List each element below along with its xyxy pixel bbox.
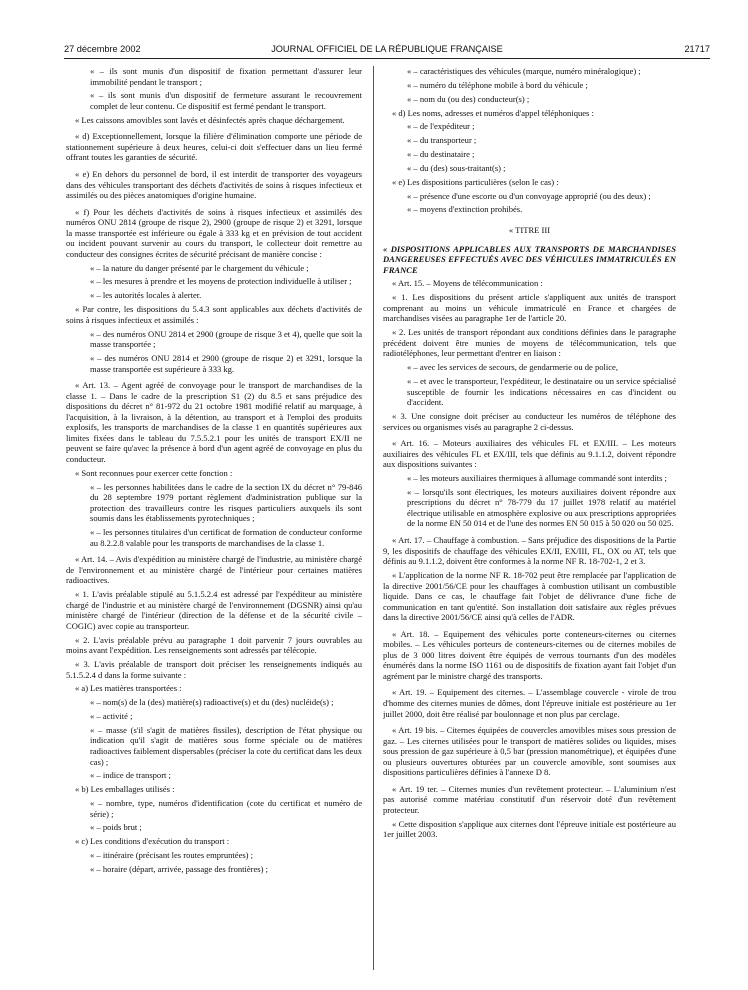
paragraph: « – présence d'une escorte ou d'un convoyage approprié (ou des deux) ; xyxy=(407,190,651,201)
paragraph: « – les personnes titulaires d'un certificat de formation de conducteur conforme au 8.2.2.8 valable pour les transports de marchandises de la classe 1. xyxy=(90,527,362,548)
paragraph: « – les autorités locales à alerter. xyxy=(90,290,202,301)
paragraph: « – lorsqu'ils sont électriques, les moteurs auxiliaires doivent répondre aux prescriptions du décret n° 78-779 du 17 juillet 1978 relatif au matériel électrique utilisable en atmosphère explosive ou aux prescriptions appropriées de la norme EN 50 014 et de l'une des normes EN 50 015 à 50 020 ou 50 025. xyxy=(407,486,676,529)
section-heading: « DISPOSITIONS APPLICABLES AUX TRANSPORTS DE MARCHANDISES DANGEREUSES EFFECTUÉS AVEC DES VÉHICULES IMMATRICULÉS EN FRANCE xyxy=(383,243,676,275)
paragraph: « – masse (s'il s'agit de matières fissiles), description de l'état physique ou indication qu'il s'agit de matières sous forme spéciale ou de matières radioactives faiblement dispersables (préciser la cote du certificat dans les deux cas) ; xyxy=(90,724,362,767)
paragraph: « – numéro du téléphone mobile à bord du véhicule ; xyxy=(407,79,588,90)
paragraph: « – poids brut ; xyxy=(90,822,142,833)
paragraph: « – caractéristiques des véhicules (marque, numéro minéralogique) ; xyxy=(407,66,641,76)
header-page-number: 21717 xyxy=(684,44,710,54)
paragraph: « – avec les services de secours, de gendarmerie ou de police, xyxy=(407,362,618,373)
paragraph: « – nom(s) de la (des) matière(s) radioactive(s) et du (des) nucléide(s) ; xyxy=(90,697,334,708)
paragraph: « e) Les dispositions particulières (selon le cas) : xyxy=(392,176,559,187)
paragraph: « Sont reconnues pour exercer cette fonction : xyxy=(75,467,233,478)
column-divider xyxy=(373,66,374,970)
paragraph: « f) Pour les déchets d'activités de soins à risques infectieux et assimilés des numéros ONU 2814 (groupe de risque 2), 2900 (groupe de risque 2) et 3291, lorsque la masse transportée est inférieure ou égale à 333 kg et en prévision de tout accident ou incident pouvant survenir au cours du transport, le collecteur doit remettre au conducteur des consignes écrites de sécurité précisant de manière concise : xyxy=(66,206,362,259)
article-16: « Art. 16. – Moteurs auxiliaires des véhicules FL et EX/III. – Les moteurs auxiliaires des véhicules FL et EX/III, tels que définis au 9.1.1.2, doivent répondre aux dispositions suivantes : xyxy=(383,438,676,470)
page-header xyxy=(64,42,710,58)
paragraph: « 1. L'avis préalable stipulé au 5.1.5.2.4 est adressé par l'expéditeur au ministère chargé de l'industrie et au ministère chargé de l'environnement (DGSNR) ainsi qu'au ministère chargé de l'intérieur (direction de la défense et de la sécurité civile – COGIC) avec copie au transporteur. xyxy=(66,589,362,631)
paragraph: « b) Les emballages utilisés : xyxy=(75,784,175,795)
section-title: « TITRE III xyxy=(508,224,551,235)
paragraph: « 1. Les dispositions du présent article s'appliquent aux unités de transport comprenant au moins un véhicule immatriculé en France et chargées de marchandises visées au paragraphe 1er de l'article 20. xyxy=(383,292,676,324)
paragraph: « Par contre, les dispositions du 5.4.3 sont applicables aux déchets d'activités de soins à risques infectieux et assimilés : xyxy=(66,304,362,325)
paragraph: « – la nature du danger présenté par le chargement du véhicule ; xyxy=(90,262,309,273)
paragraph: « – ils sont munis d'un dispositif de fermeture assurant le recouvrement complet de leur contenu. Ce dispositif est fermé pendant le transport. xyxy=(90,90,362,111)
right-column xyxy=(383,66,676,970)
paragraph: « – de l'expéditeur ; xyxy=(407,121,475,132)
paragraph: « Les caissons amovibles sont lavés et désinfectés après chaque déchargement. xyxy=(75,114,345,125)
paragraph: « – les mesures à prendre et les moyens de protection individuelle à utiliser ; xyxy=(90,276,352,287)
article-19-bis: « Art. 19 bis. – Citernes équipées de couvercles amovibles mises sous pression de gaz. – Les citernes utilisées pour le transport de matières solides ou liquides, mises sous pression de gaz supérieure à 0,5 bar (pression manométrique), et équipées d'une ou plusieurs ouvertures obturées par un couvercle amovible, sont soumises aux dispositions particulières définies à l'annexe D 8. xyxy=(383,725,676,778)
paragraph: « – indice de transport ; xyxy=(90,770,171,781)
paragraph: « – les personnes habilitées dans le cadre de la section IX du décret n° 79-846 du 28 septembre 1979 portant règlement d'administration publique sur la protection des travailleurs contre les risques particuliers auxquels ils sont soumis dans les établissements pyrotechniques ; xyxy=(90,481,362,524)
paragraph: « 2. Les unités de transport répondant aux conditions définies dans le paragraphe précédent doivent être munies de moyens de télécommunication, tels que radiotéléphones, leur permettant d'entrer en liaison : xyxy=(383,327,676,359)
paragraph: « d) Exceptionnellement, lorsque la filière d'élimination comporte une période de stationnement supérieure à deux heures, celui-ci doit s'effectuer dans un lieu fermé offrant toutes les garanties de sécurité. xyxy=(66,131,362,163)
paragraph: « 3. Une consigne doit préciser au conducteur les numéros de téléphone des services ou organismes visés au paragraphe 2 ci-dessus. xyxy=(383,410,676,432)
paragraph: « – activité ; xyxy=(90,711,133,722)
header-journal-title: JOURNAL OFFICIEL DE LA RÉPUBLIQUE FRANÇAISE xyxy=(271,44,503,54)
article-19-ter: « Art. 19 ter. – Citernes munies d'un revêtement protecteur. – L'aluminium n'est pas autorisé comme matériau constitutif d'un réservoir doté d'un revêtement protecteur. xyxy=(383,783,676,815)
paragraph: « L'application de la norme NF R. 18-702 peut être remplacée par l'application de la directive 2001/56/CE pour les chauffages à combustion utilisant un combustible liquide. Dans ce cas, le chauffage fait l'objet de délivrance d'une fiche de communication en tant qu'entité. Son installation doit satisfaire aux règles prévues dans la directive 2001/56/CE ainsi qu'à celles de l'ADR. xyxy=(383,569,676,623)
paragraph: « Cette disposition s'applique aux citernes dont l'épreuve initiale est postérieure au 1er juillet 2003. xyxy=(383,818,676,840)
left-column xyxy=(66,66,362,970)
paragraph: « – du transporteur ; xyxy=(407,135,477,146)
paragraph: « 2. L'avis préalable prévu au paragraphe 1 doit parvenir 7 jours ouvrables au moins avant l'expédition. Les renseignements sont adressés par télécopie. xyxy=(66,634,362,656)
article-13: « Art. 13. – Agent agréé de convoyage pour le transport de marchandises de la classe 1. – Dans le cadre de la prescription S1 (2) du 8.5 et sans préjudice des dispositions du décret n° 81-972 du 21 octobre 1981 modifié relatif au marquage, à l'acquisition, à la livraison, à la détention, au transport et à l'emploi des produits explosifs, les transports de marchandises de la classe 1 en quantités supérieures aux limites fixées dans le tableau du 7.5.5.2.1 pour les unités de transport EX/II ne peuvent se faire qu'avec la présence à bord d'un agent agréé de convoyage en plus du conducteur. xyxy=(66,380,362,464)
article-18: « Art. 18. – Equipement des véhicules porte conteneurs-citernes ou citernes mobiles. – Les véhicules porteurs de conteneurs-citernes ou de citernes mobiles de plus de 3 000 litres doivent être équipés de verrous tournants d'un des modèles énumérés dans la norme ISO 1161 ou de dispositifs de fixation ayant fait l'objet d'un agrément par le ministre chargé des transports. xyxy=(383,628,676,681)
paragraph: « c) Les conditions d'exécution du transport : xyxy=(75,836,230,847)
paragraph: « – et avec le transporteur, l'expéditeur, le destinataire ou un service spécialisé susceptible de fournir les indications nécessaires en cas d'incident ou d'accident. xyxy=(407,376,676,408)
paragraph: « – les moteurs auxiliaires thermiques à allumage commandé sont interdits ; xyxy=(407,473,667,483)
paragraph: « – du destinataire ; xyxy=(407,149,475,160)
paragraph: « a) Les matières transportées : xyxy=(75,683,182,694)
paragraph: « d) Les noms, adresses et numéros d'appel téléphoniques : xyxy=(392,107,594,118)
paragraph: « – nombre, type, numéros d'identification (cote du certificat et numéro de série) ; xyxy=(90,798,362,819)
paragraph: « – itinéraire (précisant les routes empruntées) ; xyxy=(90,850,254,861)
paragraph: « – du (des) sous-traitant(s) ; xyxy=(407,162,506,173)
paragraph: « e) En dehors du personnel de bord, il est interdit de transporter des voyageurs dans des véhicules transportant des déchets d'activités de soins à risques infectieux et assimilés ou des pièces anatomiques d'origine humaine. xyxy=(66,168,362,201)
header-date: 27 décembre 2002 xyxy=(64,44,141,54)
paragraph: « 3. L'avis préalable de transport doit préciser les renseignements indiqués au 5.1.5.2.4 d dans la forme suivante : xyxy=(66,658,362,680)
paragraph: « – moyens d'extinction prohibés. xyxy=(407,204,523,215)
paragraph: « – nom du (ou des) conducteur(s) ; xyxy=(407,93,530,104)
paragraph: « – des numéros ONU 2814 et 2900 (groupe de risque 2) et 3291, lorsque la masse transportée est supérieure à 333 kg. xyxy=(90,352,362,374)
article-17: « Art. 17. – Chauffage à combustion. – Sans préjudice des dispositions de la Partie 9, les dispositifs de chauffage des véhicules EX/II, EX/III, FL, OX ou AT, tels que définis au 9.1.1.2, doivent être conformes à la norme NF R. 18-702-1, 2 et 3. xyxy=(383,535,676,567)
paragraph: « – horaire (départ, arrivée, passage des frontières) ; xyxy=(90,863,268,874)
article-15: « Art. 15. – Moyens de télécommunication : xyxy=(392,278,543,289)
article-14: « Art. 14. – Avis d'expédition au ministère chargé de l'industrie, au ministère chargé de l'environnement et au ministère chargé de l'intérieur pour certaines matières radioactives. xyxy=(66,554,362,586)
paragraph: « – ils sont munis d'un dispositif de fixation permettant d'assurer leur immobilité pendant le transport ; xyxy=(90,66,362,87)
article-19: « Art. 19. – Equipement des citernes. – L'assemblage couvercle - virole de trou d'homme des citernes munies de dômes, dont l'épreuve initiale est postérieure au 1er juillet 2000, doit être réalisé par boulonnage et non plus par cerclage. xyxy=(383,687,676,719)
paragraph: « – des numéros ONU 2814 et 2900 (groupe de risque 3 et 4), quelle que soit la masse transportée ; xyxy=(90,328,362,350)
header-rule xyxy=(64,58,710,59)
